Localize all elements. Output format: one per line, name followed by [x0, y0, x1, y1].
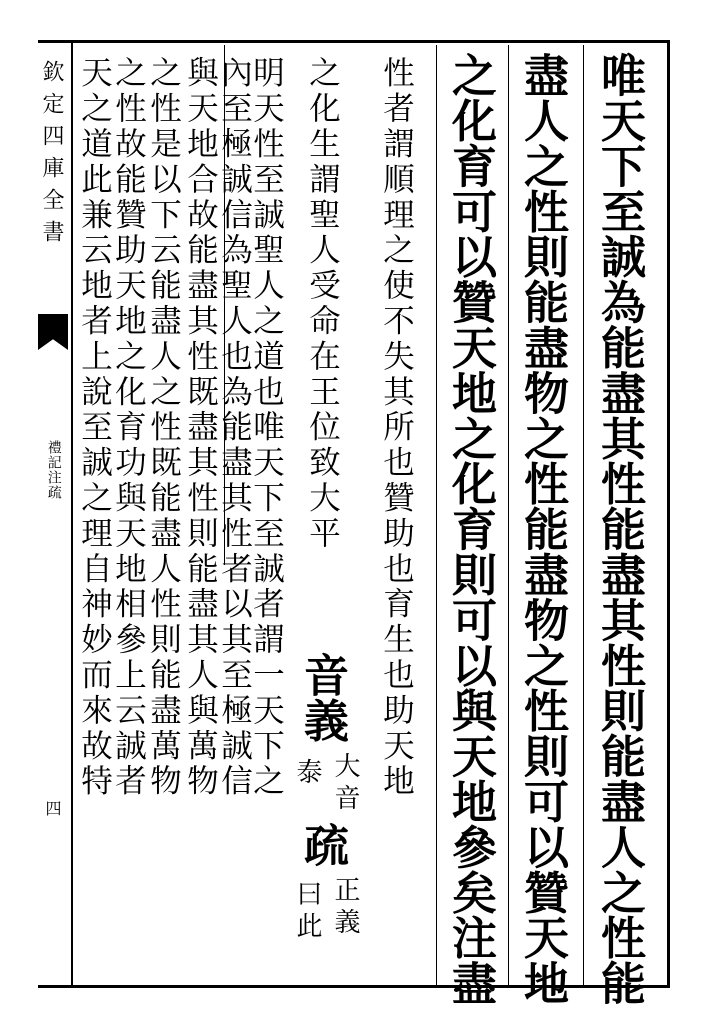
frame-bottom-line	[38, 985, 670, 988]
margin-chapter-label: 禮記注疏	[45, 440, 62, 500]
text-column-6: 明天性至誠聖人之道也唯天下至誠者謂一天下之	[248, 56, 285, 800]
text-column-5-main: 之化生謂聖人受命在王位致大平	[304, 56, 341, 552]
fish-tail-mark	[38, 314, 68, 350]
text-column-11: 天之道此兼云地者上說至誠之理自神妙而來故特	[76, 56, 113, 800]
text-column-3: 之化育可以贊天地之化育則可以與天地參矣注盡	[444, 52, 497, 1006]
zhengyi-label: 正義	[330, 876, 360, 940]
text-column-10: 之性故能贊助天地之化育功與天地相參上云誠者	[110, 56, 147, 800]
yue-label: 曰此	[292, 880, 322, 944]
margin-page-number: 四	[43, 800, 62, 816]
text-column-8: 與天地合故能盡其性既盡其性則能盡其人與萬物	[182, 56, 219, 800]
yinyi-heading: 音義	[296, 652, 349, 743]
margin-divider-line	[71, 40, 73, 988]
text-column-2: 盡人之性則能盡物之性能盡物之性則可以贊天地	[516, 52, 569, 1006]
column-rule	[508, 45, 509, 985]
margin-book-title: 欽定四庫全書	[39, 60, 64, 252]
column-rule	[583, 45, 584, 985]
frame-right-line	[667, 40, 670, 988]
shu-heading: 疏	[296, 822, 349, 868]
text-column-9: 之性是以下云能盡人之性既能盡人性則能盡萬物	[145, 56, 182, 800]
text-column-1: 唯天下至誠為能盡其性能盡其性則能盡人之性能	[593, 52, 646, 1006]
yinyi-annotation-right: 大音	[330, 752, 360, 816]
frame-top-line	[38, 40, 670, 43]
yinyi-annotation-left: 泰	[292, 758, 322, 788]
text-column-7: 內至極誠信為聖人也為能盡其性者以其至極誠信	[216, 56, 253, 800]
text-column-4: 性者謂順理之使不失其所也贊助也育生也助天地	[378, 56, 415, 800]
column-rule	[436, 45, 437, 985]
